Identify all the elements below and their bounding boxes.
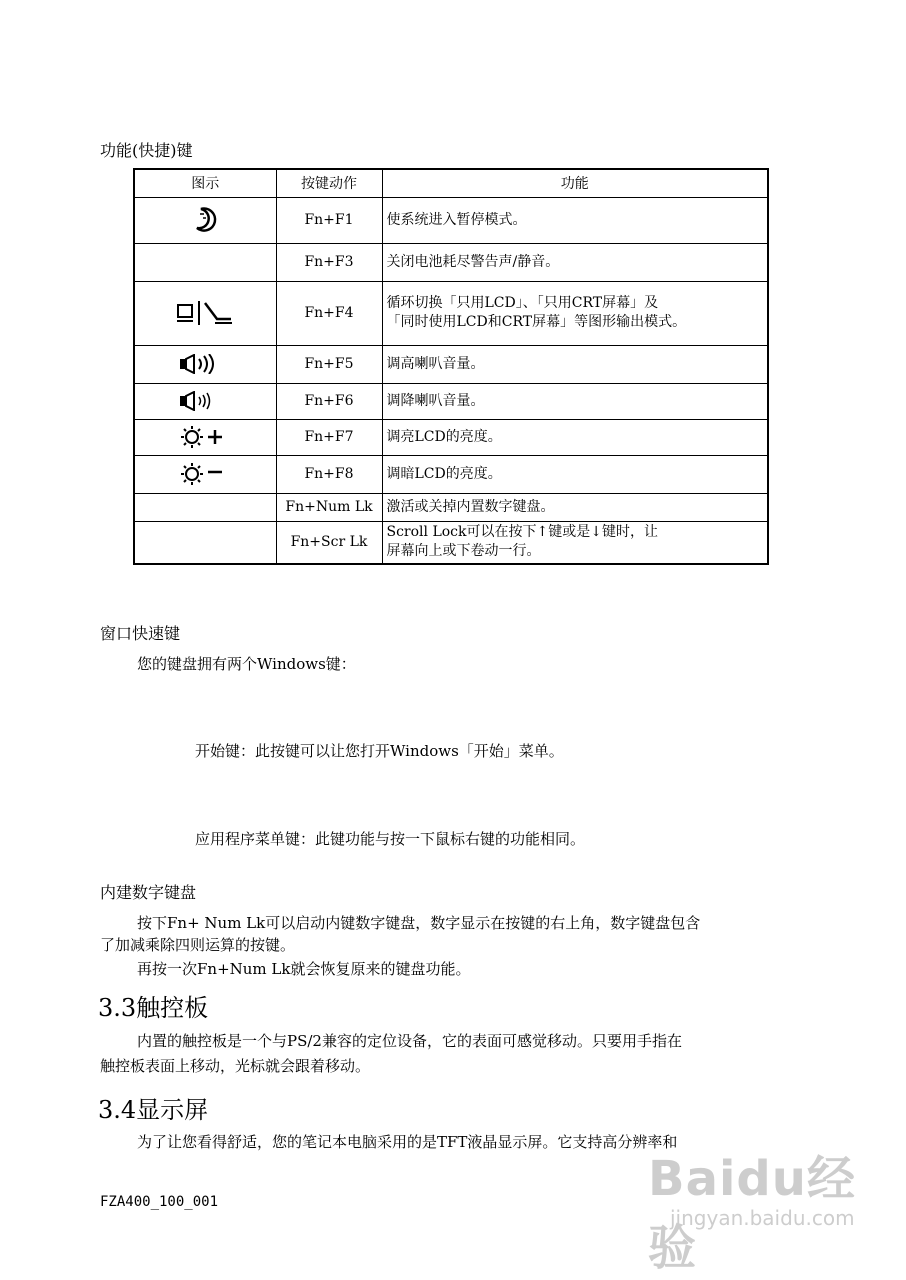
function-text: 使系统进入暂停模式。 xyxy=(382,197,768,243)
key-action: Fn+F5 xyxy=(276,345,382,383)
numpad-paragraph-line: 了加减乘除四则运算的按键。 xyxy=(100,936,296,954)
header-function: 功能 xyxy=(382,169,768,197)
watermark-url: jingyan.baidu.com xyxy=(670,1206,855,1230)
key-action: Fn+F4 xyxy=(276,281,382,345)
key-action: Fn+F8 xyxy=(276,455,382,493)
display-switch-icon xyxy=(134,281,276,345)
key-action: Fn+Num Lk xyxy=(276,493,382,521)
start-key-text: 开始键：此按键可以让您打开Windows「开始」菜单。 xyxy=(195,742,564,760)
empty-icon-cell xyxy=(134,493,276,521)
function-line: 屏幕向上或下卷动一行。 xyxy=(386,543,541,560)
function-text: 调高喇叭音量。 xyxy=(382,345,768,383)
function-text: 关闭电池耗尽警告声/静音。 xyxy=(382,243,768,281)
sleep-moon-icon xyxy=(134,197,276,243)
touchpad-title: 3.3触控板 xyxy=(98,994,209,1022)
function-text xyxy=(382,521,768,564)
function-text: 激活或关掉内置数字键盘。 xyxy=(382,493,768,521)
key-action: Fn+F3 xyxy=(276,243,382,281)
table-row xyxy=(134,281,768,345)
key-action: Fn+Scr Lk xyxy=(276,521,382,564)
table-header-row xyxy=(134,169,768,197)
function-text: 调亮LCD的亮度。 xyxy=(382,419,768,455)
baidu-watermark xyxy=(640,1140,890,1276)
window-keys-intro: 您的键盘拥有两个Windows键： xyxy=(137,655,356,673)
table-row xyxy=(134,521,768,564)
app-menu-key-text: 应用程序菜单键：此键功能与按一下鼠标右键的功能相同。 xyxy=(195,830,586,848)
header-key: 按键动作 xyxy=(276,169,382,197)
volume-down-icon xyxy=(134,383,276,419)
fn-keys-title: 功能(快捷)键 xyxy=(100,141,193,160)
table-row xyxy=(134,383,768,419)
function-line: Scroll Lock可以在按下↑键或是↓键时，让 xyxy=(386,524,658,541)
function-text: 调暗LCD的亮度。 xyxy=(382,455,768,493)
function-text: 调降喇叭音量。 xyxy=(382,383,768,419)
numpad-paragraph-line: 按下Fn+ Num Lk可以启动内键数字键盘，数字显示在按键的右上角，数字键盘包含 xyxy=(137,914,701,932)
function-line: 「同时使用LCD和CRT屏幕」等图形输出模式。 xyxy=(386,314,687,330)
display-paragraph-line: 为了让您看得舒适，您的笔记本电脑采用的是TFT液晶显示屏。它支持高分辨率和 xyxy=(137,1133,678,1151)
brightness-up-icon xyxy=(134,419,276,455)
document-id: FZA400_100_001 xyxy=(100,1194,219,1210)
table-row xyxy=(134,345,768,383)
numpad-title: 内建数字键盘 xyxy=(100,883,197,902)
empty-icon-cell xyxy=(134,243,276,281)
key-action: Fn+F6 xyxy=(276,383,382,419)
window-keys-title: 窗口快速键 xyxy=(100,624,181,643)
touchpad-paragraph-line: 内置的触控板是一个与PS/2兼容的定位设备，它的表面可感觉移动。只要用手指在 xyxy=(137,1032,682,1050)
key-action: Fn+F1 xyxy=(276,197,382,243)
volume-up-icon xyxy=(134,345,276,383)
function-line: 循环切换「只用LCD」、「只用CRT屏幕」及 xyxy=(386,295,659,311)
numpad-paragraph-2: 再按一次Fn+Num Lk就会恢复原来的键盘功能。 xyxy=(137,960,471,978)
table-row xyxy=(134,419,768,455)
touchpad-paragraph-line: 触控板表面上移动，光标就会跟着移动。 xyxy=(100,1057,371,1075)
table-row xyxy=(134,243,768,281)
header-icon: 图示 xyxy=(134,169,276,197)
key-action: Fn+F7 xyxy=(276,419,382,455)
watermark-brand: Baidu经验 xyxy=(648,1151,856,1276)
display-title: 3.4显示屏 xyxy=(98,1096,209,1124)
table-row xyxy=(134,493,768,521)
table-row xyxy=(134,455,768,493)
table-row xyxy=(134,197,768,243)
function-text xyxy=(382,281,768,345)
brightness-down-icon xyxy=(134,455,276,493)
fn-keys-table xyxy=(133,168,769,565)
empty-icon-cell xyxy=(134,521,276,564)
